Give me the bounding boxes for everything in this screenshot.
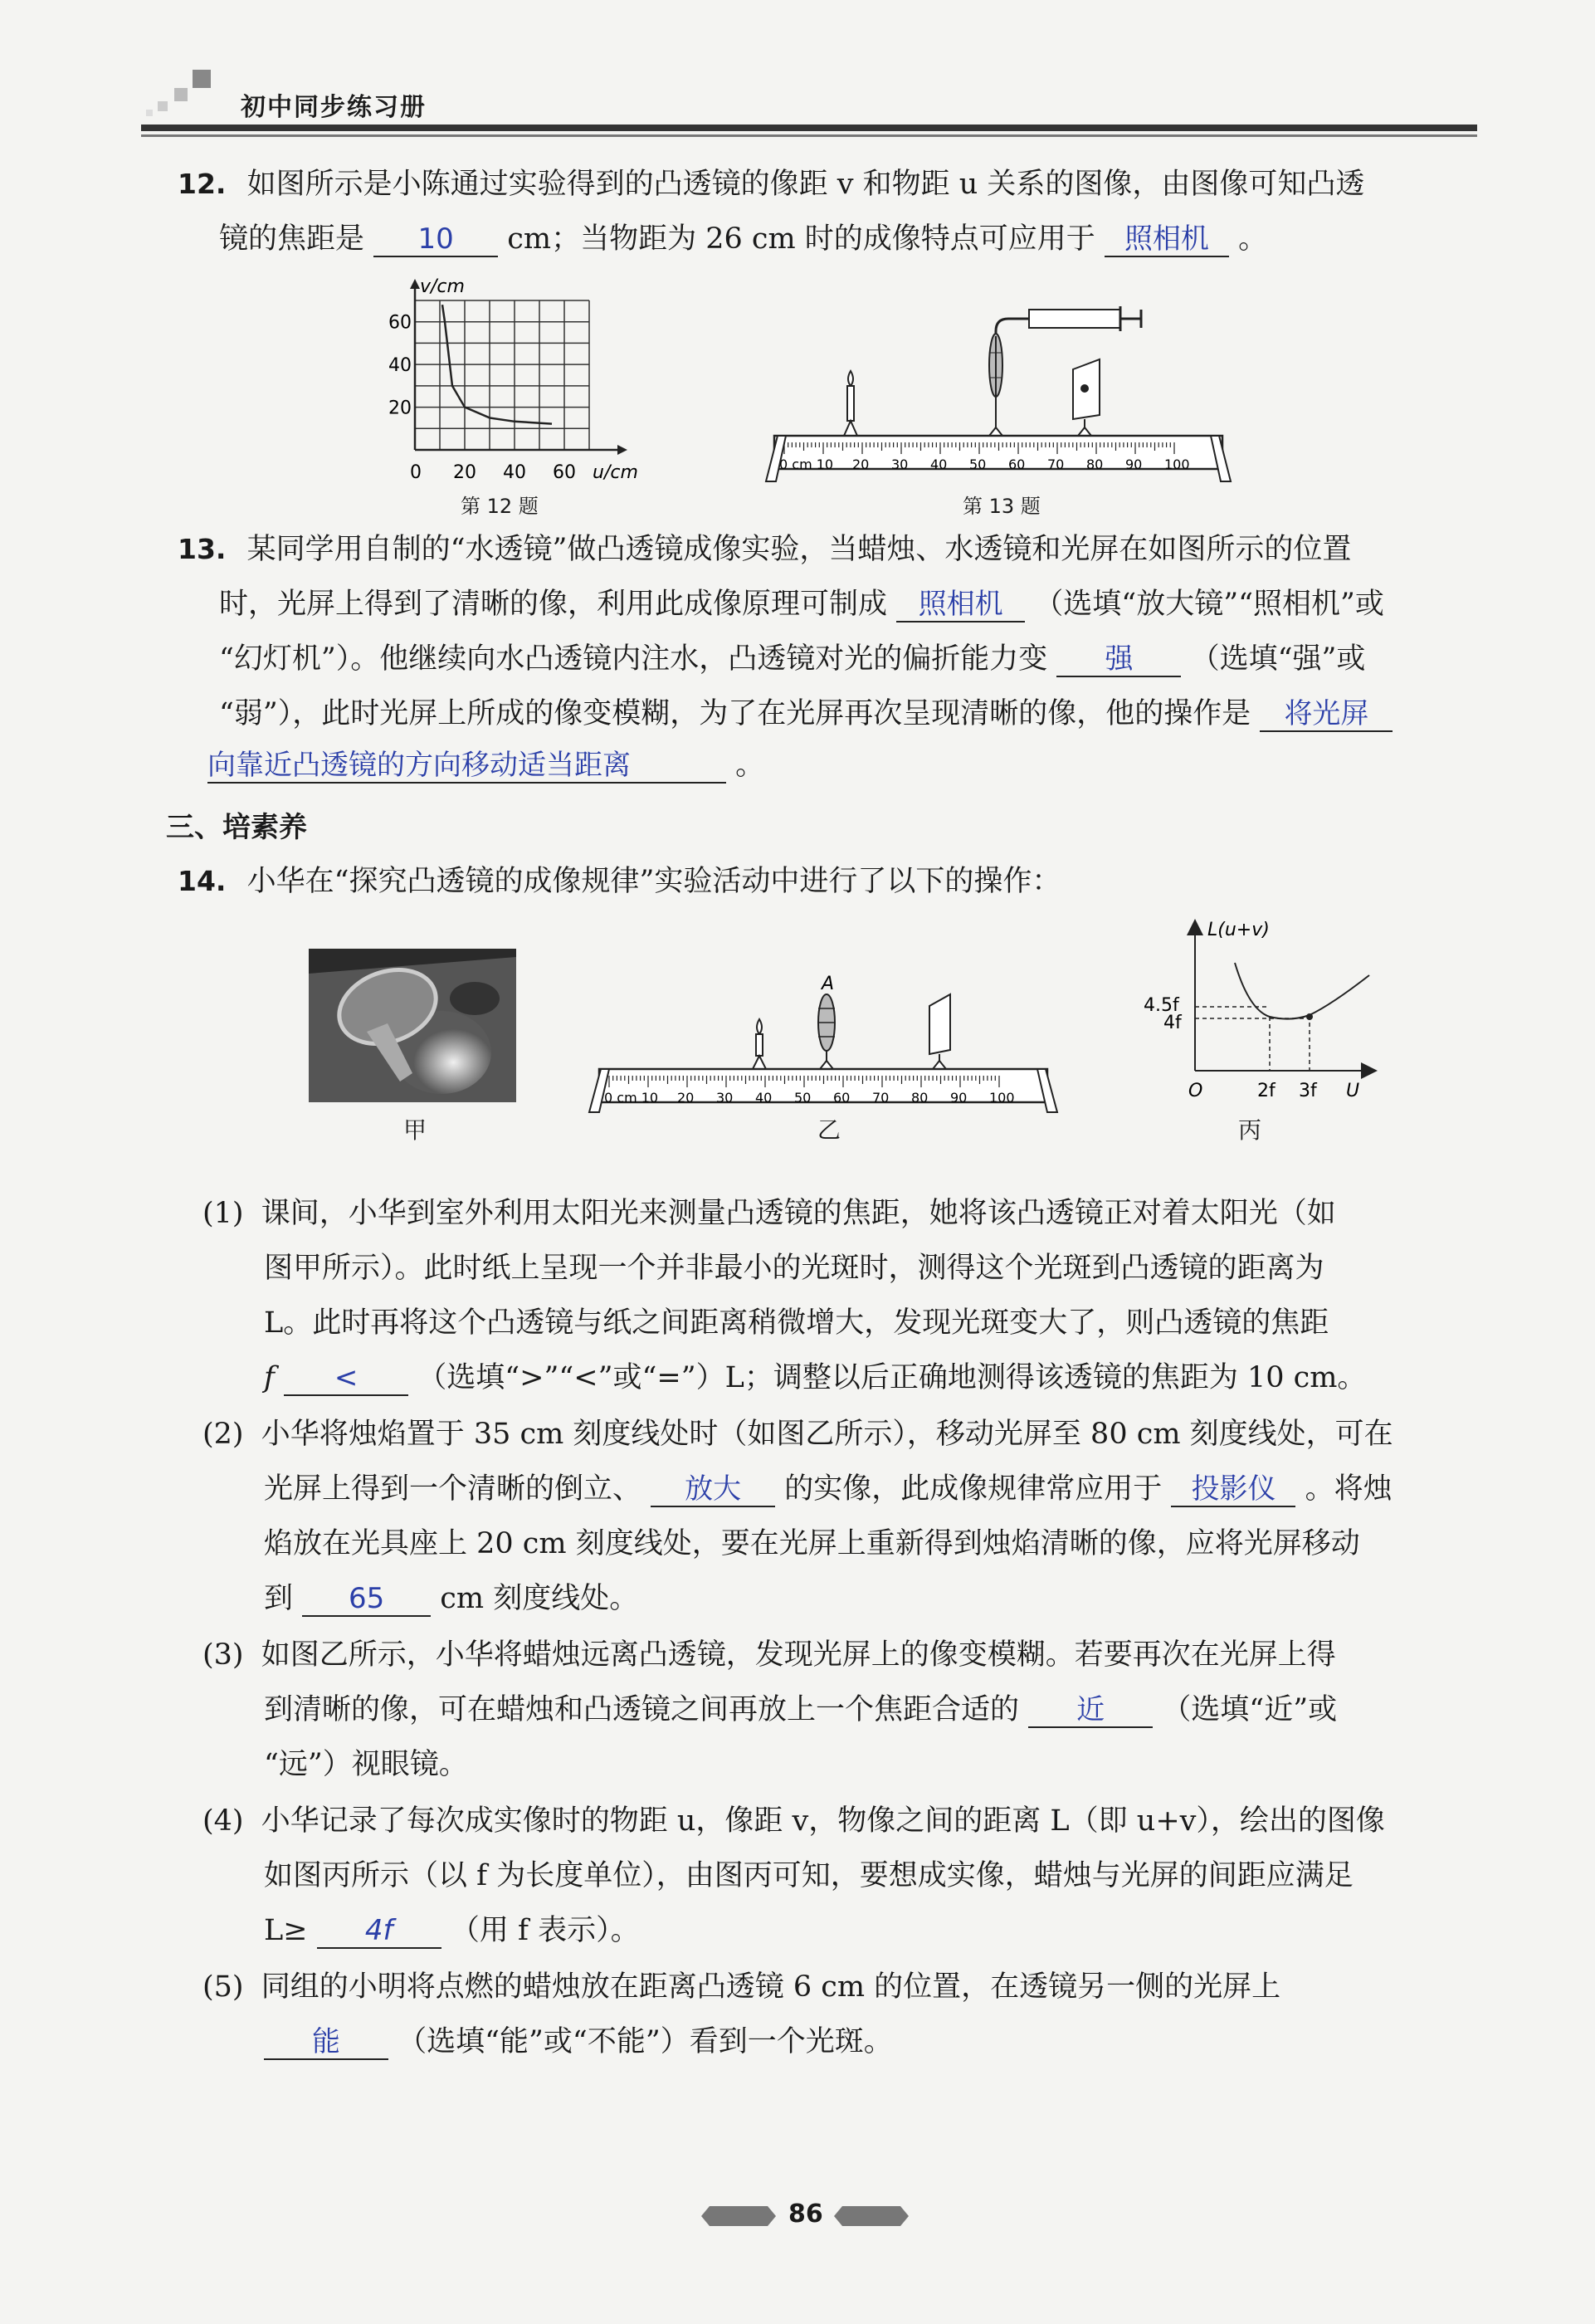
- bench-tick-label: 100: [1164, 456, 1190, 472]
- q14-p3-text-2a: 到清晰的像，可在蜡烛和凸透镜之间再放上一个焦距合适的: [264, 1693, 1020, 1726]
- q12-text-2a: 镜的焦距是: [219, 222, 365, 256]
- q14-p3-line1: [202, 1637, 1336, 1673]
- fig-c-origin: O: [1188, 1081, 1203, 1101]
- q14-p4-line3: [264, 1912, 640, 1949]
- bench-tick-label: 40: [930, 456, 948, 472]
- q14-p5-text-2b: （选填“能”或“不能”）看到一个光斑。: [398, 2025, 893, 2058]
- q13-line4: [219, 696, 1393, 732]
- q14-p1-text-4b: （选填“>”“<”或“=”）L；调整以后正确地测得该透镜的焦距为 10 cm。: [417, 1361, 1367, 1394]
- q14-p2-text-4b: cm 刻度线处。: [440, 1582, 639, 1615]
- q14-p1-text-4a: f: [264, 1361, 275, 1394]
- bench-rail: [774, 436, 1222, 469]
- q14-p3-text-1: 如图乙所示，小华将蜡烛远离凸透镜，发现光屏上的像变模糊。若要再次在光屏上得: [261, 1638, 1336, 1672]
- q14-p1-answer[interactable]: <: [284, 1361, 408, 1396]
- q13-number: 13.: [178, 533, 227, 565]
- q12-answer-focal-length[interactable]: 10: [373, 222, 498, 257]
- q13-text-1: 某同学用自制的“水透镜”做凸透镜成像实验，当蜡烛、水透镜和光屏在如图所示的位置: [246, 533, 1352, 566]
- q12-y-label: v/cm: [420, 276, 465, 297]
- bench-tick-label: 30: [891, 456, 909, 472]
- q12-xtick: 20: [453, 462, 476, 483]
- q14-p5-line2: [264, 2024, 893, 2060]
- bench-tick-label: 90: [950, 1090, 968, 1106]
- q14-p2-answer-application[interactable]: 投影仪: [1171, 1472, 1295, 1507]
- q13-answer-strength[interactable]: 强: [1056, 642, 1181, 677]
- q14-p1-text-1: 课间，小华到室外利用太阳光来测量凸透镜的焦距，她将该凸透镜正对着太阳光（如: [261, 1197, 1336, 1230]
- q13-text-4a: “弱”），此时光屏上所成的像变模糊，为了在光屏再次呈现清晰的像，他的操作是: [219, 697, 1251, 730]
- q14-number: 14.: [178, 865, 227, 897]
- q13-answer-device[interactable]: 照相机: [896, 588, 1025, 622]
- light-screen-icon: [1073, 359, 1100, 436]
- bench-tick-label: 0 cm 10: [779, 456, 834, 472]
- q14-p4-text-1: 小华记录了每次成实像时的物距 u，像距 v，物像之间的距离 L（即 u+v），绘出的图像: [261, 1804, 1385, 1838]
- bench-tick-label: 40: [755, 1090, 773, 1106]
- bench-tick-label: 0 cm 10: [604, 1090, 659, 1106]
- q13-figure-caption: 第 13 题: [963, 495, 1041, 518]
- q14-p4-text-3b: （用 f 表示）。: [450, 1914, 640, 1947]
- bench-tick-label: 30: [716, 1090, 734, 1106]
- bench-tick-label: 60: [833, 1090, 851, 1106]
- header-rule-thin: [141, 134, 1477, 137]
- q12-number: 12.: [178, 168, 227, 200]
- q13-text-5b: 。: [735, 749, 765, 782]
- lens-label-a: A: [822, 974, 835, 994]
- fig-a-sunlight-photo: [309, 949, 516, 1102]
- q14-p5-line1: [202, 1969, 1280, 2005]
- q12-line2: [219, 221, 1267, 257]
- q14-p5-label: (5): [202, 1970, 244, 2004]
- q12-ytick: 20: [388, 398, 412, 419]
- page-number: 86: [788, 2200, 823, 2229]
- fig-c-xtick-2f: 2f: [1257, 1081, 1276, 1101]
- bench-tick-label: 90: [1125, 456, 1143, 472]
- fig-c-x-label: U: [1346, 1081, 1360, 1101]
- q12-tick-labels: [388, 276, 638, 483]
- q13-line2: [219, 586, 1384, 622]
- bench-tick-label: 20: [852, 456, 870, 472]
- q14-p2-text-2c: 。将烛: [1305, 1472, 1393, 1506]
- bench-tick-label: 70: [872, 1090, 890, 1106]
- bench-tick-label: 100: [989, 1090, 1015, 1106]
- q12-figure-caption: 第 12 题: [461, 495, 539, 518]
- page-header: [141, 65, 1477, 141]
- q14-p3-answer[interactable]: 近: [1028, 1693, 1153, 1728]
- fig-c-ytick-45f: 4.5f: [1144, 995, 1179, 1016]
- q14-p4-line2: 如图丙所示（以 f 为长度单位），由图丙可知，要想成实像，蜡烛与光屏的间距应满足: [264, 1859, 1354, 1892]
- water-lens-icon: [989, 334, 1002, 436]
- q14-p5-text-1: 同组的小明将点燃的蜡烛放在距离凸透镜 6 cm 的位置，在透镜另一侧的光屏上: [261, 1970, 1281, 2004]
- q14-p2-line3: 焰放在光具座上 20 cm 刻度线处，要在光屏上重新得到烛焰清晰的像，应将光屏移动: [264, 1527, 1360, 1560]
- bench-tick-label: 80: [911, 1090, 929, 1106]
- header-rule: [141, 124, 1477, 131]
- q14-p1-line2: 图甲所示）。此时纸上呈现一个并非最小的光斑时，测得这个光斑到凸透镜的距离为: [264, 1252, 1324, 1285]
- q12-ytick: 60: [388, 312, 412, 334]
- header-title: 初中同步练习册: [241, 93, 427, 122]
- q14-p4-text-3a: L≥: [264, 1914, 308, 1947]
- q14-p3-line2: [264, 1692, 1337, 1728]
- q14-p1-line1: [202, 1195, 1336, 1232]
- q14-p2-text-4a: 到: [264, 1582, 294, 1615]
- q12-xtick: 40: [503, 462, 526, 483]
- q14-intro: 小华在“探究凸透镜的成像规律”实验活动中进行了以下的操作：: [246, 865, 1061, 898]
- light-screen-icon: [929, 994, 950, 1069]
- candle-icon: [844, 371, 857, 436]
- q14-p3-line3: “远”）视眼镜。: [264, 1748, 468, 1781]
- q14-p2-answer-image-type[interactable]: 放大: [651, 1472, 775, 1507]
- q14-p4-label: (4): [202, 1804, 244, 1838]
- bench-rail: [599, 1069, 1047, 1102]
- q14-p2-answer-position[interactable]: 65: [302, 1582, 431, 1617]
- q14-p2-label: (2): [202, 1418, 244, 1451]
- bench-tick-label: 50: [969, 456, 987, 472]
- q13-line5: [207, 747, 764, 784]
- q12-answer-application[interactable]: 照相机: [1105, 222, 1229, 257]
- q12-x-label: u/cm: [593, 462, 638, 483]
- bench-tick-label: 20: [677, 1090, 695, 1106]
- q14-p3-label: (3): [202, 1638, 244, 1672]
- q14-p2-line4: [264, 1580, 638, 1617]
- fig-c-y-label: L(u+v): [1207, 920, 1270, 940]
- bench-tick-label: 50: [794, 1090, 812, 1106]
- fig-c-distance-graph: [1129, 917, 1378, 1108]
- q13-text-2b: （选填“放大镜”“照相机”或: [1034, 588, 1384, 621]
- q13-text-2a: 时，光屏上得到了清晰的像，利用此成像原理可制成: [219, 588, 888, 621]
- q14-p1-line4: [264, 1360, 1366, 1396]
- q14-intro-line: [178, 863, 1061, 900]
- fig-c-label: 丙: [1238, 1116, 1262, 1144]
- header-decoration-icon: [141, 65, 232, 123]
- q14-p3-text-2b: （选填“近”或: [1162, 1693, 1338, 1726]
- lens-icon: [818, 994, 835, 1069]
- fig-b-label: 乙: [817, 1116, 841, 1144]
- bench-tick-label: 70: [1047, 456, 1065, 472]
- q12-text-1: 如图所示是小陈通过实验得到的凸透镜的像距 v 和物距 u 关系的图像，由图像可知凸透: [246, 168, 1365, 201]
- q13-answer-operation-part1[interactable]: 将光屏: [1260, 697, 1393, 732]
- fig-a-label: 甲: [403, 1116, 427, 1144]
- q12-text-2c: 。: [1238, 222, 1268, 256]
- q13-text-3a: “幻灯机”）。他继续向水凸透镜内注水，凸透镜对光的偏折能力变: [219, 642, 1048, 676]
- q14-p1-label: (1): [202, 1197, 244, 1230]
- q12-ytick: 40: [388, 355, 412, 377]
- fig-c-xtick-3f: 3f: [1299, 1081, 1317, 1101]
- q12-v-u-graph: [365, 274, 639, 490]
- bench-tick-label: 80: [1086, 456, 1104, 472]
- bench-tick-label: 60: [1008, 456, 1026, 472]
- q14-p5-answer[interactable]: 能: [264, 2025, 388, 2060]
- q12-grid: [415, 300, 589, 450]
- candle-icon: [753, 1019, 766, 1069]
- q13-optical-bench: [759, 303, 1249, 494]
- q14-p2-text-2a: 光屏上得到一个清晰的倒立、: [264, 1472, 642, 1506]
- section-title: 三、培素养: [166, 811, 307, 844]
- q12-xtick: 60: [553, 462, 576, 483]
- q14-p1-line3: L。此时再将这个凸透镜与纸之间距离稍微增大，发现光斑变大了，则凸透镜的焦距: [264, 1306, 1329, 1340]
- q14-p4-line1: [202, 1803, 1385, 1839]
- q14-p2-line2: [264, 1471, 1393, 1507]
- q14-p2-text-1: 小华将烛焰置于 35 cm 刻度线处时（如图乙所示），移动光屏至 80 cm 刻度线处，可在: [261, 1418, 1393, 1451]
- q14-p4-answer[interactable]: 4f: [317, 1914, 441, 1949]
- syringe-icon: [996, 306, 1141, 336]
- q13-text-3b: （选填“强”或: [1190, 642, 1366, 676]
- q12-line1: [178, 166, 1364, 203]
- fig-c-ytick-4f: 4f: [1163, 1013, 1182, 1033]
- q13-line1: [178, 531, 1351, 568]
- q14-p2-text-2b: 的实像，此成像规律常应用于: [784, 1472, 1163, 1506]
- q12-text-2b: cm；当物距为 26 cm 时的成像特点可应用于: [507, 222, 1095, 256]
- q13-line3: [219, 641, 1365, 677]
- q14-p2-line1: [202, 1416, 1393, 1452]
- q13-answer-operation-part2[interactable]: 向靠近凸透镜的方向移动适当距离: [207, 749, 726, 784]
- q12-xtick: 0: [410, 462, 422, 483]
